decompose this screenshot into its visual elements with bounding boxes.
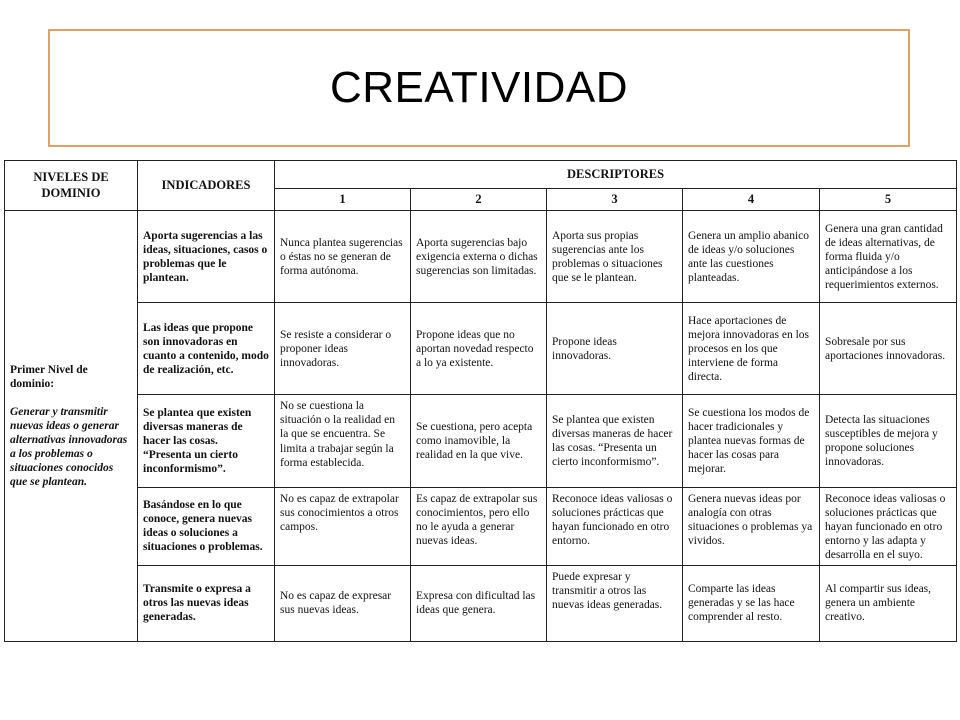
table-row <box>5 565 957 641</box>
descriptor-cell: Se cuestiona los modos de hacer tradicionales y plantea nuevas formas de hacer las cosas para mejorar. <box>683 395 820 487</box>
descriptor-cell: Genera una gran cantidad de ideas alternativas, de forma fluida y/o anticipándose a los requerimientos externos. <box>820 211 957 303</box>
descriptor-cell: Al compartir sus ideas, genera un ambiente creativo. <box>820 565 957 641</box>
descriptor-cell: Nunca plantea sugerencias o éstas no se generan de forma autónoma. <box>275 211 411 303</box>
descriptor-cell: Genera nuevas ideas por analogía con otras situaciones o problemas ya vividos. <box>683 487 820 565</box>
header-row <box>5 161 957 189</box>
descriptor-cell: Genera un amplio abanico de ideas y/o soluciones ante las cuestiones planteadas. <box>683 211 820 303</box>
level-header-4: 4 <box>683 189 820 211</box>
descriptor-cell: Propone ideas innovadoras. <box>547 303 683 395</box>
rubric-table <box>4 160 957 642</box>
page-title: CREATIVIDAD <box>329 63 629 112</box>
descriptor-cell: No es capaz de extrapolar sus conocimientos a otros campos. <box>275 487 411 565</box>
descriptor-cell: Expresa con dificultad las ideas que genera. <box>411 565 547 641</box>
indicador-cell: Se plantea que existen diversas maneras de hacer las cosas. “Presenta un cierto inconformismo”. <box>138 395 275 487</box>
nivel-cell <box>5 211 138 642</box>
descriptor-cell: Aporta sus propias sugerencias ante los problemas o situaciones que se le plantean. <box>547 211 683 303</box>
descriptor-cell: No se cuestiona la situación o la realidad en la que se encuentra. Se limita a trabajar según la forma establecida. <box>275 395 411 487</box>
indicador-cell: Aporta sugerencias a las ideas, situaciones, casos o problemas que le plantean. <box>138 211 275 303</box>
descriptor-cell: Se resiste a considerar o proponer ideas innovadoras. <box>275 303 411 395</box>
nivel-description: Generar y transmitir nuevas ideas o generar alternativas innovadoras a los problemas o situaciones conocidos que se plantean. <box>10 406 128 489</box>
title-box <box>48 29 910 147</box>
table-row <box>5 211 957 303</box>
descriptor-cell: Comparte las ideas generadas y se las hace comprender al resto. <box>683 565 820 641</box>
descriptor-cell: Aporta sugerencias bajo exigencia externa o dichas sugerencias son limitadas. <box>411 211 547 303</box>
niveles-header: NIVELES DE DOMINIO <box>5 161 138 211</box>
table-row <box>5 487 957 565</box>
level-header-1: 1 <box>275 189 411 211</box>
descriptor-cell: Propone ideas que no aportan novedad respecto a lo ya existente. <box>411 303 547 395</box>
descriptor-cell: Sobresale por sus aportaciones innovadoras. <box>820 303 957 395</box>
indicador-cell: Transmite o expresa a otros las nuevas ideas generadas. <box>138 565 275 641</box>
descriptor-cell: No es capaz de expresar sus nuevas ideas. <box>275 565 411 641</box>
level-header-5: 5 <box>820 189 957 211</box>
table-row <box>5 395 957 487</box>
indicador-cell: Las ideas que propone son innovadoras en cuanto a contenido, modo de realización, etc. <box>138 303 275 395</box>
descriptor-cell: Es capaz de extrapolar sus conocimientos, pero ello no le ayuda a generar nuevas ideas. <box>411 487 547 565</box>
descriptor-cell: Se plantea que existen diversas maneras de hacer las cosas. “Presenta un cierto inconformismo”. <box>547 395 683 487</box>
table-row <box>5 303 957 395</box>
descriptor-cell: Detecta las situaciones susceptibles de mejora y propone soluciones innovadoras. <box>820 395 957 487</box>
level-header-2: 2 <box>411 189 547 211</box>
indicadores-header: INDICADORES <box>138 161 275 211</box>
descriptor-cell: Se cuestiona, pero acepta como inamovible, la realidad en la que vive. <box>411 395 547 487</box>
nivel-title: Primer Nivel de dominio: <box>10 363 88 390</box>
descriptor-cell: Puede expresar y transmitir a otros las nuevas ideas generadas. <box>547 565 683 641</box>
descriptor-cell: Hace aportaciones de mejora innovadoras en los procesos en los que interviene de forma directa. <box>683 303 820 395</box>
descriptor-cell: Reconoce ideas valiosas o soluciones prácticas que hayan funcionado en otro entorno y las adapta y desarrolla en el suyo. <box>820 487 957 565</box>
level-header-3: 3 <box>547 189 683 211</box>
descriptor-cell: Reconoce ideas valiosas o soluciones prácticas que hayan funcionado en otro entorno. <box>547 487 683 565</box>
indicador-cell: Basándose en lo que conoce, genera nuevas ideas o soluciones a situaciones o problemas. <box>138 487 275 565</box>
descriptores-header: DESCRIPTORES <box>275 161 957 189</box>
